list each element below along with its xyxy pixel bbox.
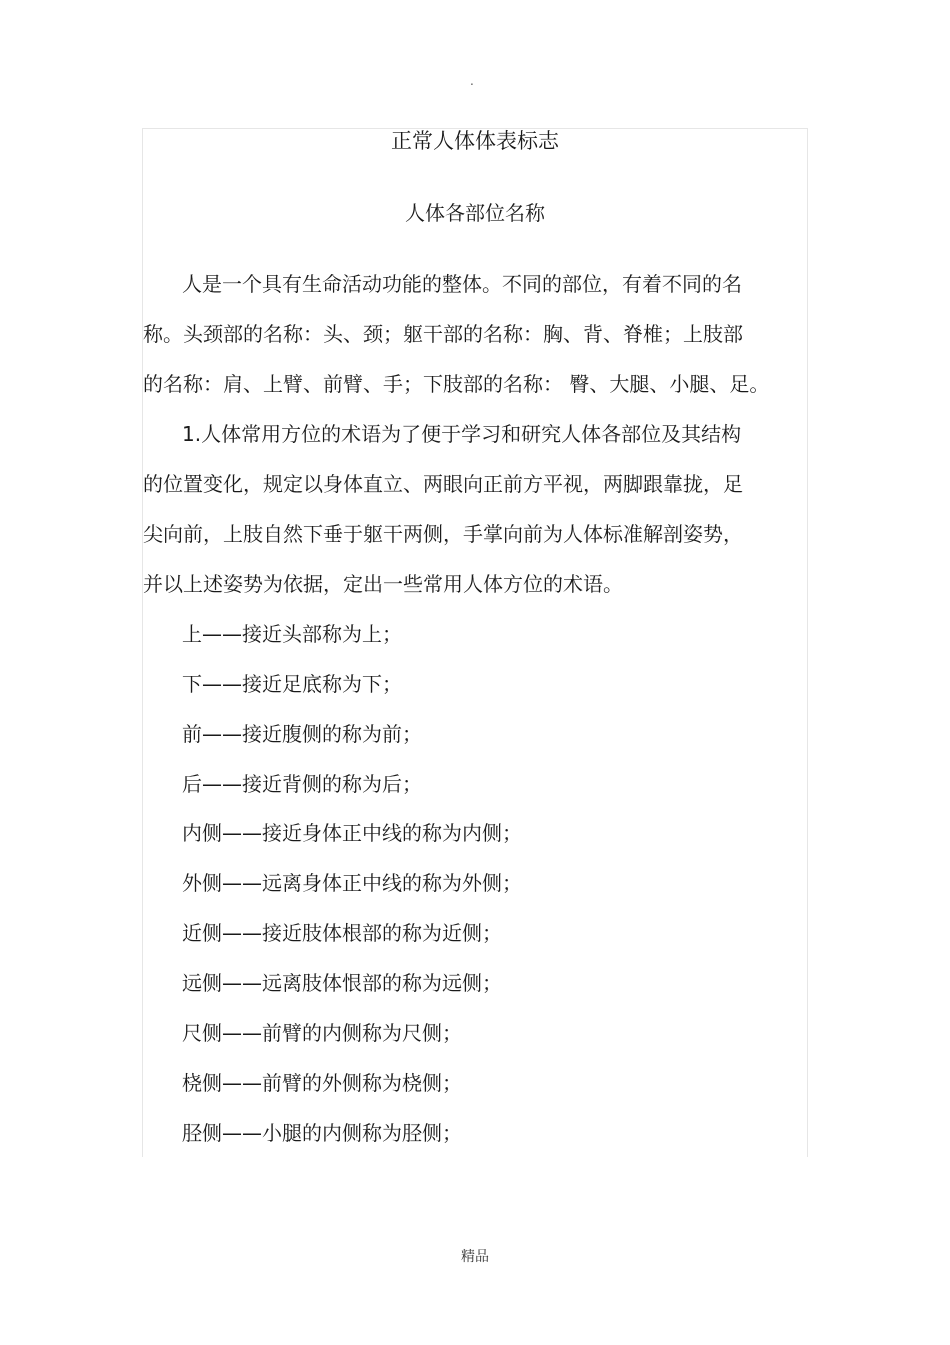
intro-line-1: 人是一个具有生命活动功能的整体。不同的部位，有着不同的名: [182, 272, 742, 296]
document-title: 正常人体体表标志: [391, 129, 559, 153]
intro-line-2: 称。头颈部的名称：头、颈；躯干部的名称：胸、背、脊椎；上肢部: [143, 322, 743, 346]
section-heading: 人体各部位名称: [405, 201, 545, 225]
intro-line-3: 的名称：肩、上臂、前臂、手；下肢部的名称： 臀、大腿、小腿、足。: [143, 372, 770, 396]
footer-label: 精品: [461, 1249, 489, 1265]
section1-line-2: 的位置变化，规定以身体直立、两眼向正前方平视，两脚跟靠拢，足: [143, 472, 743, 496]
term-item: 胫侧——小腿的内侧称为胫侧；: [182, 1121, 462, 1145]
term-item: 下——接近足底称为下；: [182, 672, 402, 696]
term-item: 内侧——接近身体正中线的称为内侧；: [182, 821, 522, 845]
term-item: 桡侧——前臂的外侧称为桡侧；: [182, 1071, 462, 1095]
section1-line-4: 并以上述姿势为依据，定出一些常用人体方位的术语。: [143, 572, 623, 596]
term-item: 远侧——远离肢体恨部的称为远侧；: [182, 971, 502, 995]
term-item: 后——接近背侧的称为后；: [182, 772, 422, 796]
term-item: 前——接近腹侧的称为前；: [182, 722, 422, 746]
term-item: 尺侧——前臂的内侧称为尺侧；: [182, 1021, 462, 1045]
term-item: 上——接近头部称为上；: [182, 622, 402, 646]
term-item: 近侧——接近肢体根部的称为近侧；: [182, 921, 502, 945]
section1-line-3: 尖向前，上肢自然下垂于躯干两侧，手掌向前为人体标准解剖姿势，: [143, 522, 743, 546]
header-dot: .: [470, 74, 474, 88]
term-item: 外侧——远离身体正中线的称为外侧；: [182, 871, 522, 895]
section1-line-1: 1.人体常用方位的术语为了便于学习和研究人体各部位及其结构: [182, 422, 742, 446]
